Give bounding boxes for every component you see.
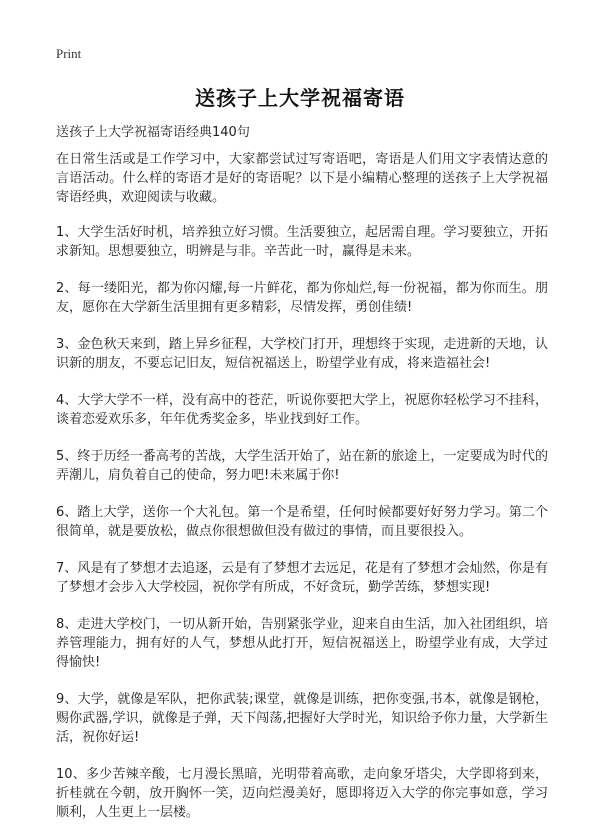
intro-paragraph: 在日常生活或是工作学习中，大家都尝试过写寄语吧，寄语是人们用文字表情达意的言语活动。什么样的寄语才是好的寄语呢？以下是小编精心整理的送孩子上大学祝福寄语经典，欢迎阅读与收藏。 [56,152,548,205]
article-body [56,150,548,840]
page-title: 送孩子上大学祝福寄语 [195,86,405,110]
list-item: 3、金色秋天来到，踏上异乡征程，大学校门打开，理想终于实现，走进新的天地，认识新的朋友，不要忘记旧友，短信祝福送上，盼望学业有成，将来造福社会! [56,337,548,371]
list-item: 1、大学生活好时机，培养独立好习惯。生活要独立，起居需自理。学习要独立，开拓求新知。思想要独立，明辨是与非。辛苦此一时，赢得是未来。 [56,225,548,259]
list-item: 9、大学，就像是军队，把你武装;课堂，就像是训练，把你变强,书本，就像是钢枪，赐你武器,学识，就像是子弹，天下闯荡,把握好大学时光，知识给予你力量，大学新生活，祝你好运! [56,692,548,745]
list-item: 8、走进大学校门，一切从新开始，告别紧张学业，迎来自由生活，加入社团组织，培养管理能力，拥有好的人气，梦想从此打开，短信祝福送上，盼望学业有成，大学过得愉快! [56,617,548,670]
page-subtitle: 送孩子上大学祝福寄语经典140句 [56,125,250,140]
list-item: 10、多少苦辣辛酸，七月漫长黑暗，光明带着高歌，走向象牙塔尖，大学即将到来，折桂就在今朝，放开胸怀一笑，迈向烂漫美好，愿即将迈入大学的你完事如意，学习顺利，人生更上一层楼。 [56,767,548,820]
list-item: 7、风是有了梦想才去追逐，云是有了梦想才去远足，花是有了梦想才会灿然，你是有了梦想才会步入大学校园，祝你学有所成，不好贪玩，勤学苦练，梦想实现! [56,561,548,595]
print-link[interactable]: Print [56,46,82,61]
list-item: 4、大学大学不一样，没有高中的苍茫，听说你要把大学上，祝愿你轻松学习不挂科，谈着恋爱欢乐多，年年优秀奖金多，毕业找到好工作。 [56,393,548,427]
list-item: 2、每一缕阳光，都为你闪耀,每一片鲜花，都为你灿烂,每一份祝福，都为你而生。朋友，愿你在大学新生活里拥有更多精彩，尽情发挥，勇创佳绩! [56,281,548,315]
list-item: 6、踏上大学，送你一个大礼包。第一个是希望，任何时候都要好好努力学习。第二个很简单，就是要放松，做点你很想做但没有做过的事情，而且要很投入。 [56,505,548,539]
list-item: 5、终于历经一番高考的苦战，大学生活开始了，站在新的旅途上，一定要成为时代的弄潮儿，肩负着自己的使命，努力吧!未来属于你! [56,449,548,483]
